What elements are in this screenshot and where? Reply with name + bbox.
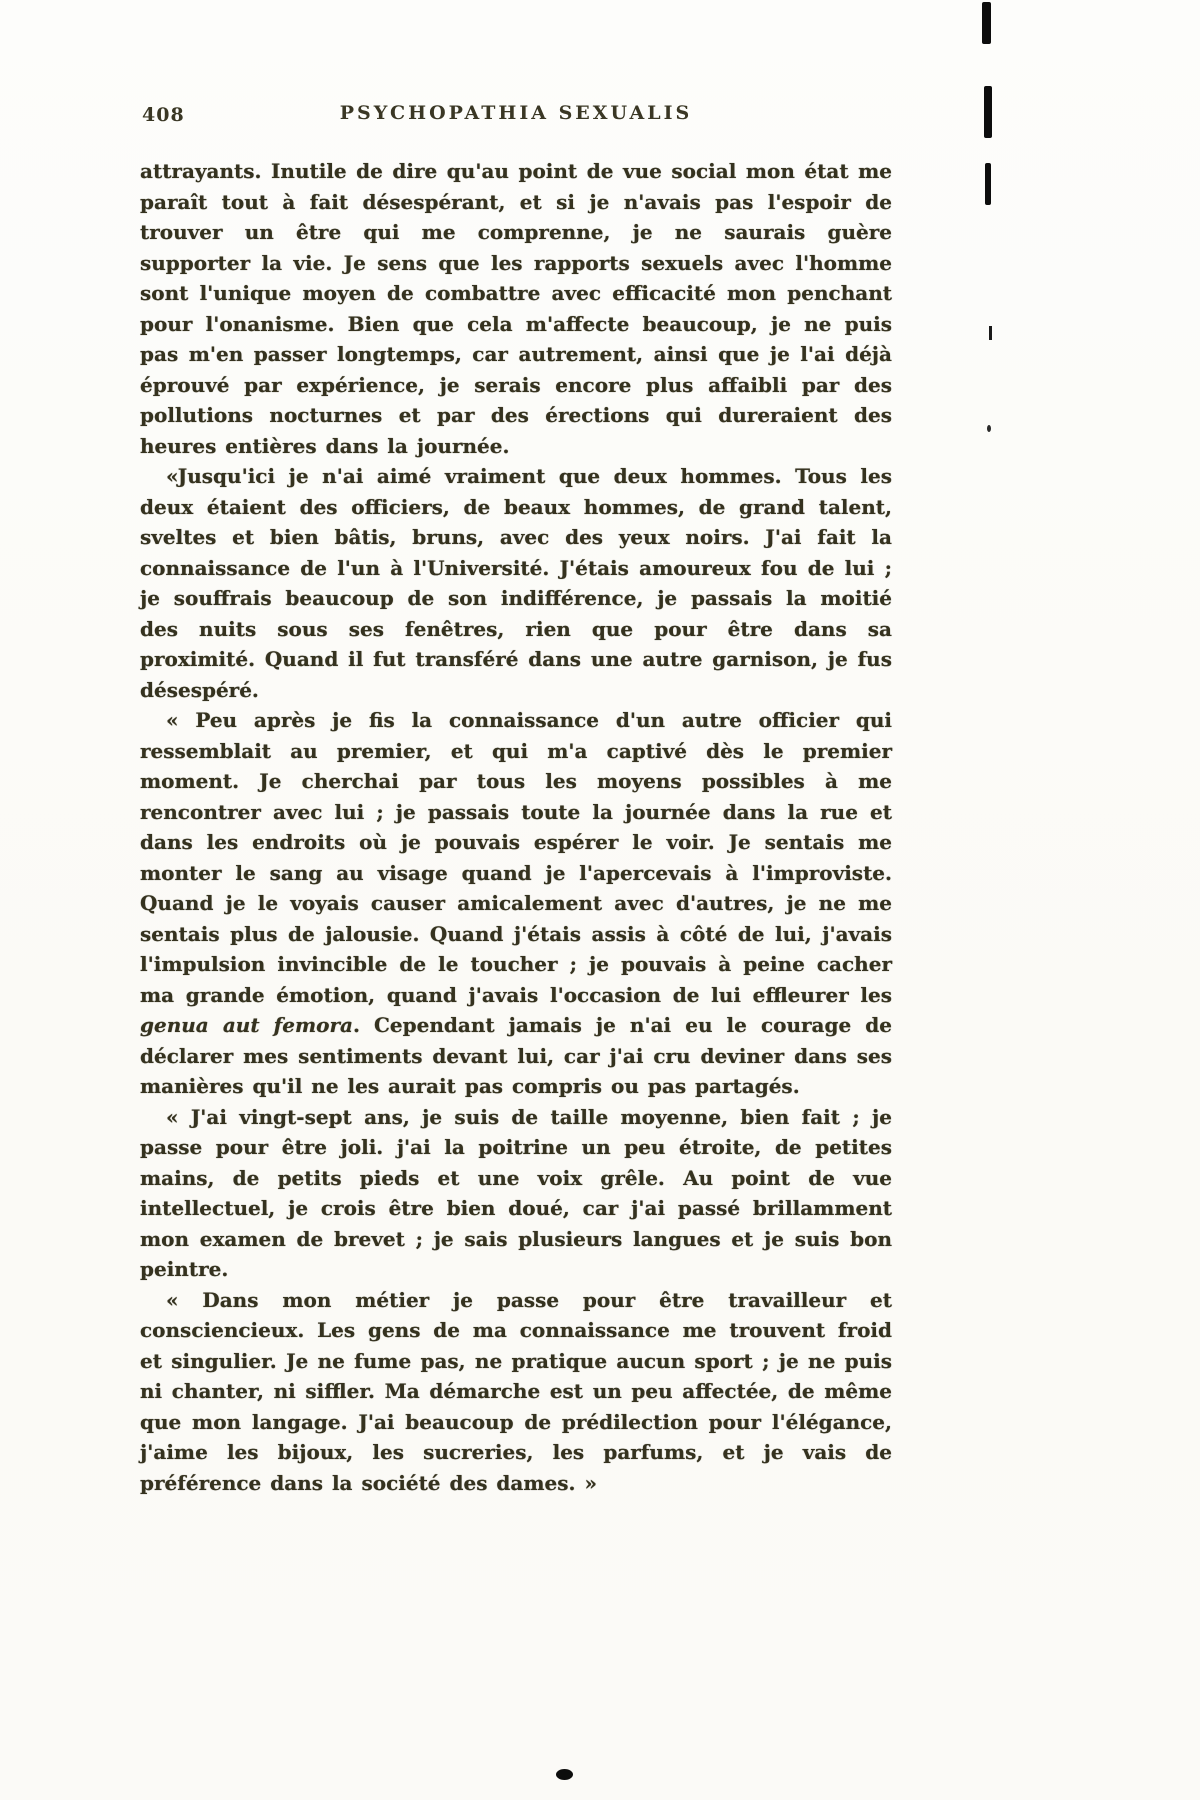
page-number: 408 [142,104,185,126]
scan-artifact-bottom-blot [556,1769,573,1780]
scan-artifact-dot [987,425,991,432]
running-head [140,100,892,132]
latin-phrase: genua aut femora [140,1013,353,1037]
scan-artifact-bar-upper [984,86,992,138]
paragraph [140,1102,892,1285]
paragraph-text: « Dans mon métier je passe pour être travailleur et consciencieux. Les gens de ma connaissance me trouvent froid et singulier. Je ne fume pas, ne pratique aucun sport ; je ne puis ni chanter, ni siffler. Ma démarche est un peu affectée, de même que mon langage. J'ai beaucoup de prédilection pour l'élégance, j'aime les bijoux, les sucreries, les parfums, et je vais de préférence dans la société des dames. » [140,1287,892,1495]
paragraph-text: attrayants. Inutile de dire qu'au point de vue social mon état me paraît tout à fait désespérant, et si je n'avais pas l'espoir de trouver un être qui me comprenne, je ne saurais guère supporter la vie. Je sens que les rapports sexuels avec l'homme sont l'unique moyen de combattre avec efficacité mon penchant pour l'onanisme. Bien que cela m'affecte beaucoup, je ne puis pas m'en passer longtemps, car autrement, ainsi que je l'ai déjà éprouvé par expérience, je serais encore plus affaibli par des pollutions nocturnes et par des érections qui dureraient des heures entières dans la journée. [140,159,892,458]
body-text [140,156,892,1498]
running-title: PSYCHOPATHIA SEXUALIS [339,102,693,124]
text-block [140,100,892,1498]
paragraph-text: « Peu après je fis la connaissance d'un autre officier qui ressemblait au premier, et qui m'a captivé dès le premier moment. Je cherchai par tous les moyens possibles à me rencontrer avec lui ; je passais toute la journée dans la rue et dans les endroits où je pouvais espérer le voir. Je sentais me monter le sang au visage quand je l'apercevais à l'improviste. Quand je le voyais causer amicalement avec d'autres, je ne me sentais plus de jalousie. Quand j'étais assis à côté de lui, j'avais l'impulsion invincible de le toucher ; je pouvais à peine cacher ma grande émotion, quand j'avais l'occasion de lui effleurer les [140,708,892,1007]
scan-artifact-tick [989,326,992,340]
paragraph [140,705,892,1102]
paragraph [140,1285,892,1499]
paragraph-text: . Cependant jamais je n'ai eu le courage de déclarer mes sentiments devant lui, car j'ai cru deviner dans ses manières qu'il ne les aurait pas compris ou pas partagés. [140,1013,892,1098]
paragraph-text: « J'ai vingt-sept ans, je suis de taille moyenne, bien fait ; je passe pour être joli. j'ai la poitrine un peu étroite, de petites mains, de petits pieds et une voix grêle. Au point de vue intellectuel, je crois être bien doué, car j'ai passé brillamment mon examen de brevet ; je sais plusieurs langues et je suis bon peintre. [140,1104,892,1281]
scan-artifact-bar-mid [985,163,991,205]
paragraph [140,461,892,705]
scan-artifact-bar-top [982,2,991,44]
paragraph-continuation [140,156,892,461]
paragraph-text: «Jusqu'ici je n'ai aimé vraiment que deux hommes. Tous les deux étaient des officiers, de beaux hommes, de grand talent, sveltes et bien bâtis, bruns, avec des yeux noirs. J'ai fait la connaissance de l'un à l'Université. J'étais amoureux fou de lui ; je souffrais beaucoup de son indifférence, je passais la moitié des nuits sous ses fenêtres, rien que pour être dans sa proximité. Quand il fut transféré dans une autre garnison, je fus désespéré. [140,464,892,702]
